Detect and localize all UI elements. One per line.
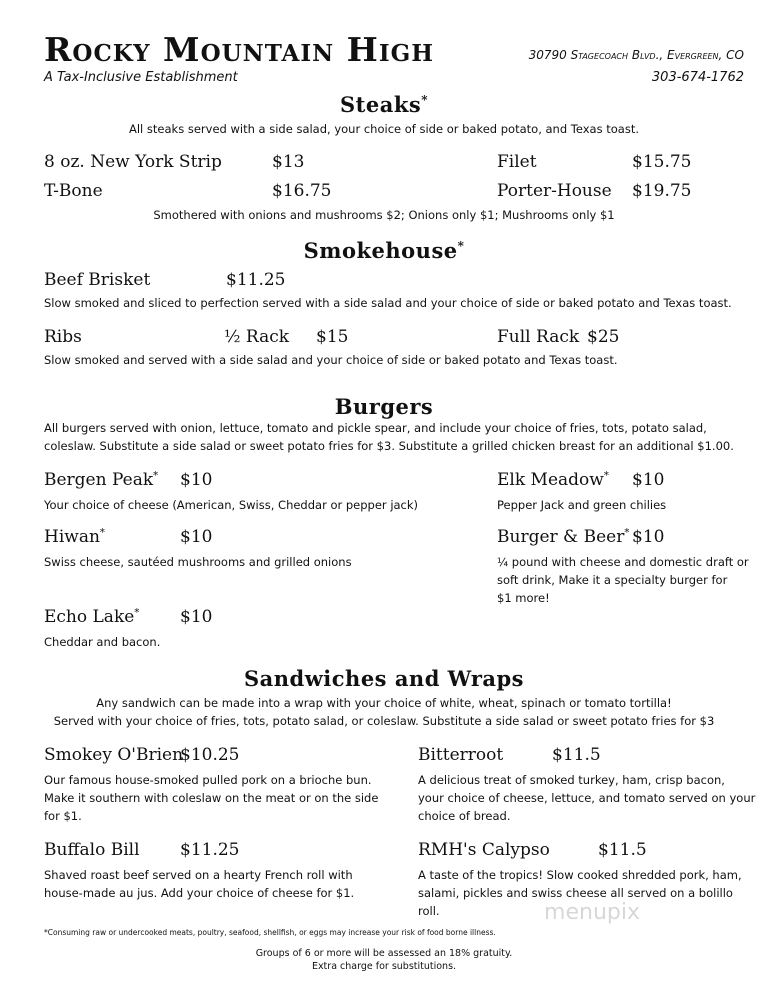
menu-item-name: Ribs (44, 327, 82, 347)
menu-item-name: T-Bone (44, 181, 103, 201)
menu-item-description: Slow smoked and sliced to perfection served with a side salad and your choice of side or baked potato and Texas toast. (44, 296, 732, 310)
menu-item-name: Smokey O'Brien (44, 745, 184, 765)
menu-item-description: Swiss cheese, sautéed mushrooms and grilled onions (44, 555, 352, 569)
menu-item-name: Bitterroot (418, 745, 504, 765)
menu-item-description: Make it southern with coleslaw on the meat or on the side (44, 791, 379, 805)
restaurant-phone: 303-674-1762 (651, 70, 744, 85)
menu-item-price: $11.5 (552, 745, 601, 765)
menu-item-description: ¼ pound with cheese and domestic draft or (497, 555, 749, 569)
ribs-full-label: Full Rack (497, 327, 580, 347)
menu-item-price: $10.25 (180, 745, 240, 765)
watermark: menupix (544, 900, 640, 925)
menu-item-description: for $1. (44, 809, 82, 823)
burgers-description-2: coleslaw. Substitute a side salad or sweet potato fries for $3. Substitute a grilled chicken breast for an additional $1.00. (44, 439, 734, 453)
menu-item-price: $10 (180, 607, 213, 627)
restaurant-title: Rocky Mountain High (44, 30, 434, 69)
burgers-description-1: All burgers served with onion, lettuce, tomato and pickle spear, and include your choice of fries, tots, potato salad, (44, 421, 707, 435)
menu-item-description: Shaved roast beef served on a hearty French roll with (44, 868, 353, 882)
menu-item-price: $15 (316, 327, 349, 347)
menu-item-description: Slow smoked and served with a side salad and your choice of side or baked potato and Texas toast. (44, 353, 618, 367)
menu-item-name: Beef Brisket (44, 270, 151, 290)
menu-item-name: Bergen Peak* (44, 470, 159, 490)
menu-item-name: 8 oz. New York Strip (44, 152, 222, 172)
menu-item-description: $1 more! (497, 591, 550, 605)
menu-item-description: Our famous house-smoked pulled pork on a brioche bun. (44, 773, 372, 787)
menu-item-description: A delicious treat of smoked turkey, ham, crisp bacon, (418, 773, 725, 787)
menu-item-description: Cheddar and bacon. (44, 635, 161, 649)
menu-item-description: house-made au jus. Add your choice of cheese for $1. (44, 886, 355, 900)
menu-item-name: Hiwan* (44, 527, 105, 547)
menu-item-name: Porter-House (497, 181, 612, 201)
menu-item-description: salami, pickles and swiss cheese all served on a bolillo (418, 886, 733, 900)
menu-item-price: $11.25 (226, 270, 286, 290)
gratuity-note: Groups of 6 or more will be assessed an 18% gratuity. (255, 948, 513, 959)
substitutions-note: Extra charge for substitutions. (311, 961, 457, 972)
menu-item-price: $10 (180, 470, 213, 490)
menu-item-price: $13 (272, 152, 305, 172)
menu-item-price: $25 (587, 327, 620, 347)
menu-item-name: Elk Meadow* (497, 470, 609, 490)
menu-item-price: $11.25 (180, 840, 240, 860)
menu-item-name: Filet (497, 152, 537, 172)
sandwiches-description-2: Served with your choice of fries, tots, potato salad, or coleslaw. Substitute a side salad or sweet potato fries for $3 (53, 714, 715, 728)
menu-item-description: Your choice of cheese (American, Swiss, Cheddar or pepper jack) (44, 498, 419, 512)
restaurant-subtitle: A Tax-Inclusive Establishment (44, 70, 238, 85)
steaks-description: All steaks served with a side salad, your choice of side or baked potato, and Texas toast. (129, 122, 639, 136)
menu-item-description: roll. (418, 904, 440, 918)
menu-item-name: Burger & Beer* (497, 527, 630, 547)
menu-item-price: $16.75 (272, 181, 332, 201)
menu-item-description: Pepper Jack and green chilies (497, 498, 667, 512)
menu-item-price: $15.75 (632, 152, 692, 172)
menu-item-price: $11.5 (598, 840, 647, 860)
menu-item-name: Buffalo Bill (44, 840, 140, 860)
menu-item-description: your choice of cheese, lettuce, and tomato served on your (418, 791, 756, 805)
menu-item-price: $10 (632, 470, 665, 490)
menu-item-description: soft drink, Make it a specialty burger for (497, 573, 728, 587)
steaks-extras: Smothered with onions and mushrooms $2; Onions only $1; Mushrooms only $1 (153, 208, 615, 222)
sandwiches-description-1: Any sandwich can be made into a wrap with your choice of white, wheat, spinach or tomato tortilla! (96, 696, 672, 710)
ribs-half-label: ½ Rack (224, 327, 290, 347)
section-title-smokehouse: Smokehouse* (303, 238, 465, 263)
food-safety-disclaimer: *Consuming raw or undercooked meats, poultry, seafood, shellfish, or eggs may increase your risk of food borne illness. (44, 928, 496, 937)
menu-item-name: Echo Lake* (44, 607, 140, 627)
section-title-burgers: Burgers (334, 394, 434, 419)
restaurant-address: 30790 Stagecoach Blvd., Evergreen, CO (528, 48, 744, 62)
menu-item-name: RMH's Calypso (418, 840, 550, 860)
menu-item-price: $19.75 (632, 181, 692, 201)
section-title-steaks: Steaks* (340, 92, 428, 117)
menu-item-description: choice of bread. (418, 809, 511, 823)
menu-item-description: A taste of the tropics! Slow cooked shredded pork, ham, (418, 868, 742, 882)
menu-item-price: $10 (180, 527, 213, 547)
menu-item-price: $10 (632, 527, 665, 547)
section-title-sandwiches: Sandwiches and Wraps (243, 666, 525, 691)
